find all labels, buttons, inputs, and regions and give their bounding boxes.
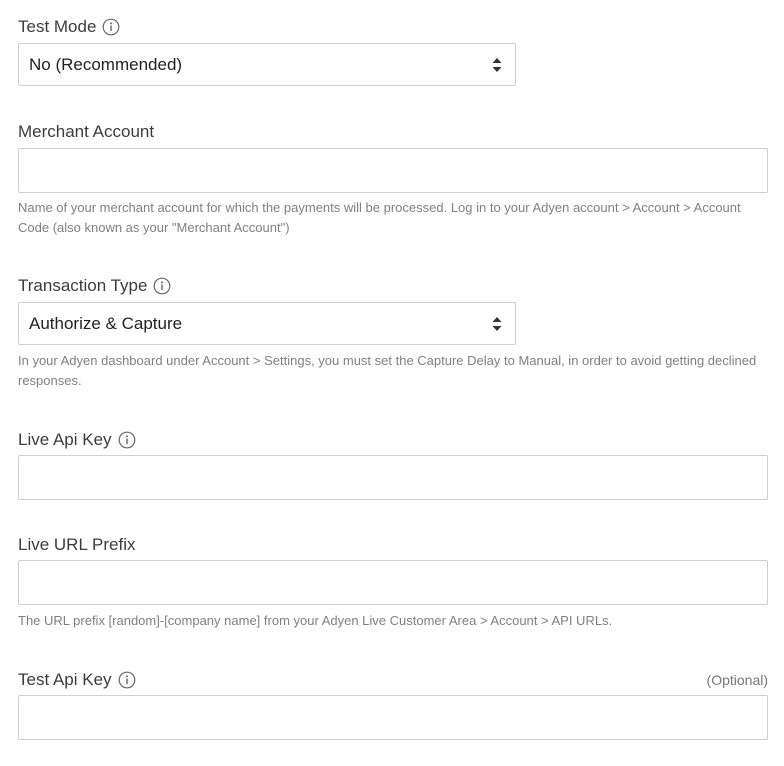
transaction-type-label: Transaction Type	[18, 276, 148, 295]
test-api-key-field	[18, 668, 768, 692]
test-mode-selected-value: No (Recommended)	[29, 54, 183, 74]
optional-badge: (Optional)	[706, 672, 768, 688]
transaction-type-selected-value: Authorize & Capture	[29, 313, 183, 333]
live-api-key-label: Live Api Key	[18, 430, 112, 449]
live-url-prefix-input[interactable]	[18, 560, 768, 605]
info-icon[interactable]	[118, 671, 136, 689]
transaction-type-select[interactable]	[18, 302, 516, 345]
merchant-account-input[interactable]	[18, 148, 768, 193]
info-icon[interactable]	[102, 18, 120, 36]
live-api-key-field	[18, 428, 768, 452]
test-mode-select[interactable]	[18, 43, 516, 86]
transaction-type-field	[18, 274, 768, 388]
test-api-key-label: Test Api Key	[18, 670, 112, 689]
test-mode-label: Test Mode	[18, 17, 97, 36]
info-icon[interactable]	[153, 277, 171, 295]
live-url-prefix-label: Live URL Prefix	[18, 535, 136, 554]
live-api-key-label-row	[18, 428, 768, 452]
merchant-account-field	[18, 120, 768, 235]
transaction-type-label-row	[18, 274, 768, 298]
live-api-key-input[interactable]	[18, 455, 768, 500]
merchant-account-help: Name of your merchant account for which the payments will be processed. Log in to your Adyen account > Account > Account Code (also known as your "Merchant Account")	[18, 200, 741, 235]
test-api-key-label-row	[18, 668, 768, 692]
live-url-prefix-help: The URL prefix [random]-[company name] from your Adyen Live Customer Area > Account > API URLs.	[18, 613, 613, 628]
info-icon[interactable]	[118, 431, 136, 449]
transaction-type-help: In your Adyen dashboard under Account > Settings, you must set the Capture Delay to Manual, in order to avoid getting declined responses.	[18, 353, 757, 388]
chevron-up-down-icon	[489, 54, 505, 76]
chevron-up-down-icon	[489, 313, 505, 335]
merchant-account-label-row	[18, 120, 768, 144]
test-mode-label-row	[18, 15, 768, 39]
test-mode-field	[18, 15, 768, 74]
live-url-prefix-label-row	[18, 533, 768, 557]
merchant-account-label: Merchant Account	[18, 122, 155, 141]
live-url-prefix-field	[18, 533, 768, 628]
test-api-key-input[interactable]	[18, 695, 768, 740]
